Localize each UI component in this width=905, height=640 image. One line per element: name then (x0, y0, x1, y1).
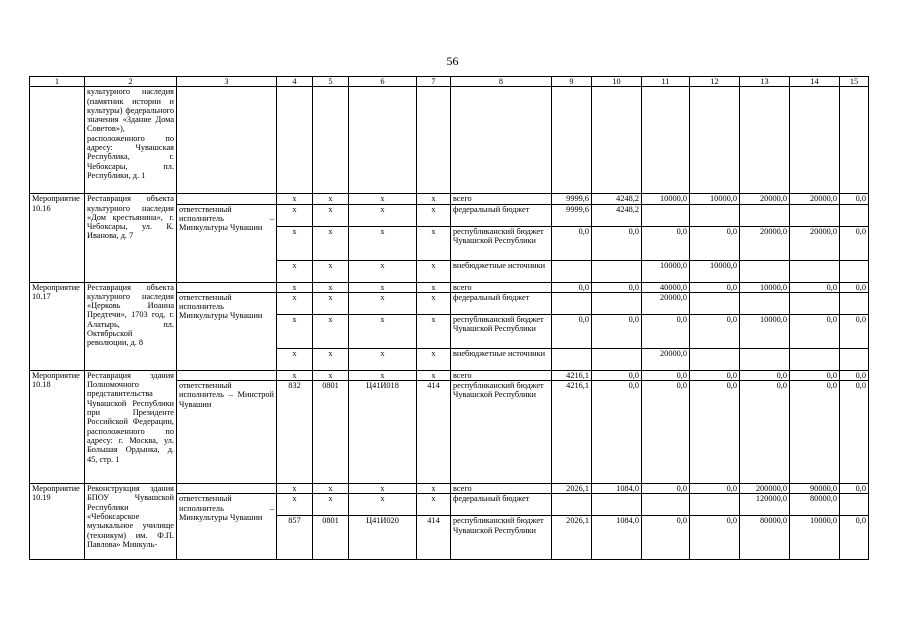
budget-code-cell: x (349, 314, 417, 348)
budget-code-cell: x (277, 226, 313, 260)
header-cell: 14 (790, 77, 840, 87)
continuation-row (30, 87, 869, 194)
funding-source: республиканский бюджет Чувашской Республики (451, 381, 552, 484)
amount-cell (690, 292, 740, 314)
executor-cell: ответственный исполнитель – Минкультуры Чувашии (177, 494, 277, 560)
amount-cell (642, 204, 690, 226)
amount-cell: 1084,0 (592, 516, 642, 560)
measure-id: Мероприятие 10.18 (30, 370, 85, 483)
budget-code-cell: x (277, 282, 313, 292)
measure-name: Реставрация здания Полномочного представительства Чувашской Республики при Президенте Российской Федерации, расположенного по адресу: г. Москва, ул. Большая Ордынка, д. 45, стр. 1 (85, 370, 177, 483)
header-cell: 9 (552, 77, 592, 87)
amount-cell: 80000,0 (790, 494, 840, 516)
amount-cell: 0,0 (552, 314, 592, 348)
measure-id: Мероприятие 10.16 (30, 194, 85, 282)
amount-cell: 4248,2 (592, 204, 642, 226)
amount-cell (840, 348, 869, 370)
amount-cell: 40000,0 (642, 282, 690, 292)
header-cell: 1 (30, 77, 85, 87)
amount-cell: 0,0 (840, 484, 869, 494)
amount-cell: 0,0 (690, 516, 740, 560)
budget-code-cell: x (277, 484, 313, 494)
amount-cell: 0,0 (690, 226, 740, 260)
amount-cell: 4216,1 (552, 370, 592, 380)
budget-code-cell: x (417, 494, 451, 516)
funding-source: всего (451, 370, 552, 380)
amount-cell: 20000,0 (642, 348, 690, 370)
amount-cell (690, 494, 740, 516)
budget-code-cell: x (417, 226, 451, 260)
empty-cell (451, 87, 552, 194)
header-cell: 5 (313, 77, 349, 87)
header-cell: 8 (451, 77, 552, 87)
budget-code-cell: x (277, 260, 313, 282)
amount-cell: 0,0 (790, 314, 840, 348)
funding-source: республиканский бюджет Чувашской Республики (451, 226, 552, 260)
amount-cell: 0,0 (690, 370, 740, 380)
empty-cell (177, 370, 277, 380)
executor-cell: ответственный исполнитель – Минкультуры Чувашии (177, 204, 277, 282)
budget-code-cell: x (313, 348, 349, 370)
empty-cell (313, 87, 349, 194)
table-row (30, 484, 869, 494)
empty-cell (417, 87, 451, 194)
header-cell: 13 (740, 77, 790, 87)
amount-cell: 0,0 (840, 226, 869, 260)
amount-cell: 0,0 (552, 282, 592, 292)
amount-cell: 0,0 (740, 370, 790, 380)
budget-code-cell: x (417, 204, 451, 226)
empty-cell (177, 87, 277, 194)
amount-cell: 10000,0 (642, 260, 690, 282)
empty-cell (30, 87, 85, 194)
amount-cell: 0,0 (592, 226, 642, 260)
funding-source: республиканский бюджет Чувашской Республики (451, 314, 552, 348)
amount-cell: 10000,0 (790, 516, 840, 560)
budget-code-cell: Ц41И018 (349, 381, 417, 484)
budget-code-cell: x (313, 292, 349, 314)
amount-cell: 0,0 (642, 370, 690, 380)
budget-code-cell: x (417, 314, 451, 348)
budget-code-cell: x (417, 292, 451, 314)
amount-cell (552, 494, 592, 516)
header-cell: 2 (85, 77, 177, 87)
amount-cell: 0,0 (642, 226, 690, 260)
budget-code-cell: x (417, 260, 451, 282)
header-cell: 15 (840, 77, 869, 87)
amount-cell (642, 494, 690, 516)
budget-code-cell: x (313, 260, 349, 282)
budget-code-cell: 0801 (313, 516, 349, 560)
budget-code-cell: x (417, 194, 451, 204)
amount-cell: 10000,0 (740, 314, 790, 348)
amount-cell: 0,0 (642, 516, 690, 560)
amount-cell: 0,0 (840, 282, 869, 292)
amount-cell (740, 204, 790, 226)
budget-code-cell: 0801 (313, 381, 349, 484)
page-number: 56 (446, 54, 459, 68)
amount-cell (592, 260, 642, 282)
amount-cell (790, 292, 840, 314)
budget-code-cell: x (277, 292, 313, 314)
amount-cell (740, 260, 790, 282)
amount-cell (592, 292, 642, 314)
amount-cell: 0,0 (840, 370, 869, 380)
amount-cell: 2026,1 (552, 516, 592, 560)
budget-code-cell: x (349, 282, 417, 292)
amount-cell: 10000,0 (690, 194, 740, 204)
empty-cell (740, 87, 790, 194)
amount-cell: 200000,0 (740, 484, 790, 494)
executor-cell: ответственный исполнитель – Минстрой Чувашии (177, 381, 277, 484)
empty-cell (177, 282, 277, 292)
amount-cell (790, 348, 840, 370)
amount-cell: 9999,6 (552, 204, 592, 226)
header-cell: 6 (349, 77, 417, 87)
funding-source: республиканский бюджет Чувашской Республики (451, 516, 552, 560)
header-row (30, 77, 869, 87)
budget-code-cell: 414 (417, 516, 451, 560)
budget-code-cell: x (277, 370, 313, 380)
funding-source: всего (451, 194, 552, 204)
header-cell: 11 (642, 77, 690, 87)
funding-source: всего (451, 484, 552, 494)
amount-cell: 0,0 (642, 314, 690, 348)
budget-code-cell: x (313, 204, 349, 226)
budget-code-cell: x (349, 204, 417, 226)
amount-cell: 0,0 (840, 381, 869, 484)
amount-cell: 0,0 (642, 484, 690, 494)
budget-code-cell: x (277, 494, 313, 516)
amount-cell: 10000,0 (690, 260, 740, 282)
table-row (30, 282, 869, 292)
empty-cell (840, 87, 869, 194)
budget-code-cell: x (349, 484, 417, 494)
amount-cell: 20000,0 (790, 226, 840, 260)
measure-name: Реконструкция здания БПОУ Чувашской Республики «Чебоксарское музыкальное училище (техникум) им. Ф.П. Павлова» Минкуль- (85, 484, 177, 560)
budget-code-cell: x (313, 194, 349, 204)
amount-cell: 120000,0 (740, 494, 790, 516)
amount-cell: 90000,0 (790, 484, 840, 494)
amount-cell: 80000,0 (740, 516, 790, 560)
amount-cell (790, 204, 840, 226)
amount-cell: 0,0 (790, 381, 840, 484)
amount-cell: 0,0 (592, 314, 642, 348)
amount-cell: 0,0 (592, 381, 642, 484)
budget-code-cell: x (417, 484, 451, 494)
amount-cell (690, 348, 740, 370)
amount-cell (740, 292, 790, 314)
budget-code-cell: Ц41И020 (349, 516, 417, 560)
amount-cell: 1084,0 (592, 484, 642, 494)
funding-source: внебюджетные источники (451, 260, 552, 282)
amount-cell (790, 260, 840, 282)
executor-cell: ответственный исполнитель Минкультуры Чувашии (177, 292, 277, 370)
budget-code-cell: x (349, 292, 417, 314)
table-row (30, 194, 869, 204)
program-table (29, 76, 869, 560)
amount-cell: 10000,0 (740, 282, 790, 292)
amount-cell: 0,0 (592, 370, 642, 380)
funding-source: внебюджетные источники (451, 348, 552, 370)
amount-cell: 0,0 (840, 194, 869, 204)
amount-cell (592, 494, 642, 516)
budget-code-cell: x (349, 370, 417, 380)
budget-code-cell: x (417, 282, 451, 292)
budget-code-cell: x (349, 348, 417, 370)
amount-cell: 0,0 (840, 314, 869, 348)
budget-code-cell: x (277, 204, 313, 226)
budget-code-cell: x (349, 194, 417, 204)
budget-code-cell: x (277, 314, 313, 348)
measure-name: Реставрация объекта культурного наследия «Церковь Иоанна Предтечи», 1703 год, г. Алатырь, пл. Октябрьской революции, д. 8 (85, 282, 177, 370)
amount-cell (840, 260, 869, 282)
budget-code-cell: x (313, 370, 349, 380)
header-cell: 12 (690, 77, 740, 87)
amount-cell: 2026,1 (552, 484, 592, 494)
measure-name: культурного наследия (памятник истории и культуры) федерального значения «Здание Дома Советов»), расположенного по адресу: Чувашская Республика, г. Чебоксары, пл. Республики, д. 1 (85, 87, 177, 194)
header-cell: 4 (277, 77, 313, 87)
empty-cell (592, 87, 642, 194)
measure-id: Мероприятие 10.17 (30, 282, 85, 370)
budget-code-cell: 414 (417, 381, 451, 484)
budget-code-cell: x (313, 484, 349, 494)
measure-id: Мероприятие 10.19 (30, 484, 85, 560)
budget-code-cell: x (349, 494, 417, 516)
amount-cell: 0,0 (642, 381, 690, 484)
amount-cell (552, 260, 592, 282)
budget-code-cell: x (349, 260, 417, 282)
amount-cell (552, 348, 592, 370)
budget-code-cell: x (349, 226, 417, 260)
empty-cell (642, 87, 690, 194)
amount-cell: 0,0 (840, 516, 869, 560)
budget-code-cell: x (313, 314, 349, 348)
header-cell: 10 (592, 77, 642, 87)
amount-cell (840, 494, 869, 516)
amount-cell: 0,0 (592, 282, 642, 292)
amount-cell (592, 348, 642, 370)
amount-cell (740, 348, 790, 370)
amount-cell: 9999,6 (552, 194, 592, 204)
empty-cell (177, 194, 277, 204)
amount-cell: 0,0 (690, 381, 740, 484)
amount-cell: 0,0 (690, 314, 740, 348)
amount-cell: 20000,0 (740, 226, 790, 260)
amount-cell: 4216,1 (552, 381, 592, 484)
budget-code-cell: x (313, 282, 349, 292)
empty-cell (177, 484, 277, 494)
amount-cell (552, 292, 592, 314)
amount-cell: 0,0 (690, 282, 740, 292)
amount-cell: 20000,0 (642, 292, 690, 314)
empty-cell (349, 87, 417, 194)
amount-cell: 0,0 (790, 370, 840, 380)
amount-cell: 0,0 (740, 381, 790, 484)
amount-cell: 0,0 (690, 484, 740, 494)
table-row (30, 370, 869, 380)
header-cell: 7 (417, 77, 451, 87)
empty-cell (690, 87, 740, 194)
amount-cell (840, 292, 869, 314)
amount-cell: 20000,0 (740, 194, 790, 204)
budget-code-cell: x (277, 194, 313, 204)
budget-code-cell: x (417, 370, 451, 380)
measure-name: Реставрация объекта культурного наследия «Дом крестьянина», г. Чебоксары, ул. К. Иванова, д. 7 (85, 194, 177, 282)
amount-cell: 0,0 (552, 226, 592, 260)
empty-cell (790, 87, 840, 194)
amount-cell: 10000,0 (642, 194, 690, 204)
budget-code-cell: x (313, 494, 349, 516)
amount-cell (690, 204, 740, 226)
amount-cell: 20000,0 (790, 194, 840, 204)
funding-source: всего (451, 282, 552, 292)
header-cell: 3 (177, 77, 277, 87)
budget-code-cell: x (417, 348, 451, 370)
amount-cell (840, 204, 869, 226)
funding-source: федеральный бюджет (451, 292, 552, 314)
budget-code-cell: 832 (277, 381, 313, 484)
empty-cell (552, 87, 592, 194)
budget-code-cell: 857 (277, 516, 313, 560)
amount-cell: 0,0 (790, 282, 840, 292)
funding-source: федеральный бюджет (451, 494, 552, 516)
budget-code-cell: x (277, 348, 313, 370)
empty-cell (277, 87, 313, 194)
amount-cell: 4248,2 (592, 194, 642, 204)
funding-source: федеральный бюджет (451, 204, 552, 226)
budget-code-cell: x (313, 226, 349, 260)
